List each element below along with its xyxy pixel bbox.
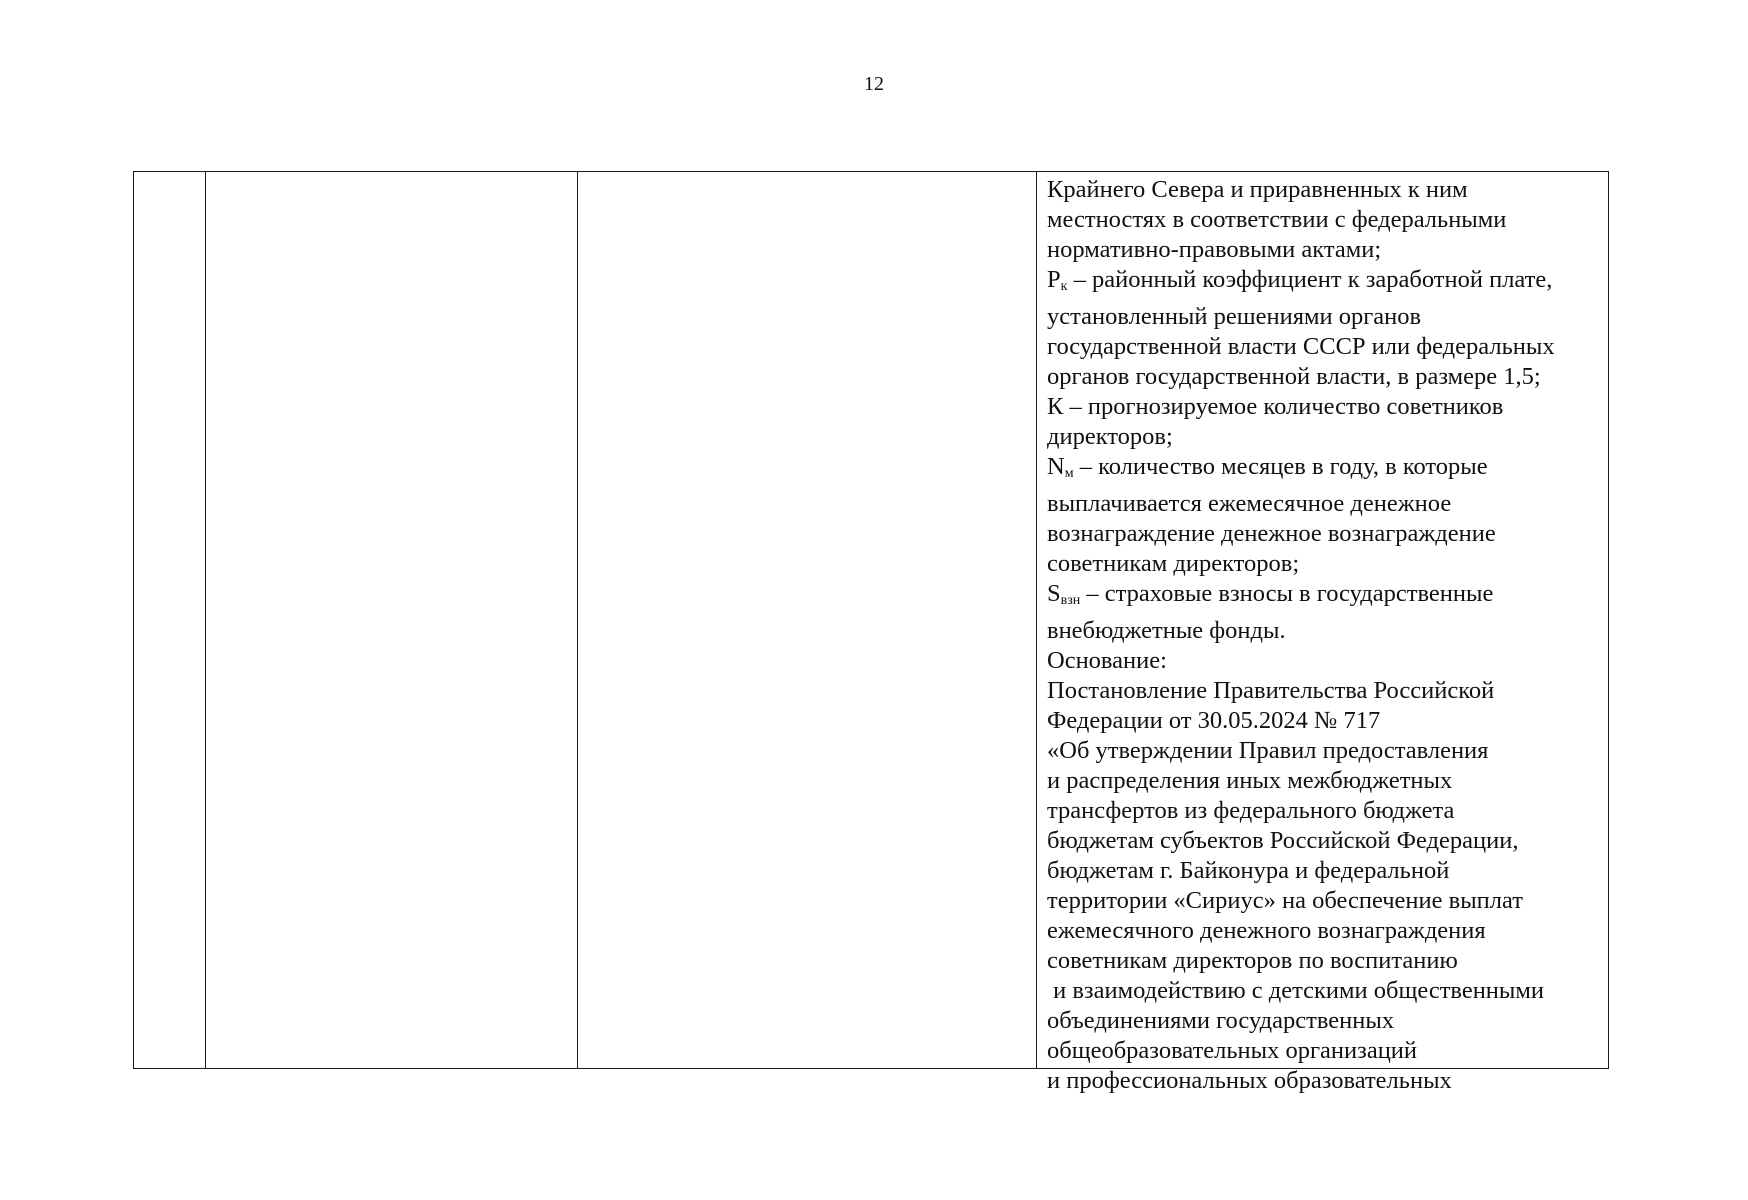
description-line (1047, 1066, 1602, 1096)
line-text: объединениями государственных (1047, 1007, 1395, 1034)
line-text: директоров; (1047, 423, 1173, 450)
line-text: местностях в соответствии с федеральными (1047, 206, 1507, 233)
description-line (1047, 302, 1602, 332)
description-line (1047, 579, 1602, 616)
line-text: «Об утверждении Правил предоставления (1047, 737, 1489, 764)
description-line (1047, 519, 1602, 549)
description-line (1047, 392, 1602, 422)
line-text: советникам директоров по воспитанию (1047, 947, 1458, 974)
description-line (1047, 265, 1602, 302)
description-line (1047, 332, 1602, 362)
description-line (1047, 946, 1602, 976)
description-line (1047, 646, 1602, 676)
description-line (1047, 1036, 1602, 1066)
description-line (1047, 856, 1602, 886)
line-text: – страховые взносы в государственные (1080, 580, 1494, 607)
description-line (1047, 1006, 1602, 1036)
description-line (1047, 452, 1602, 489)
line-text: К – прогнозируемое количество советников (1047, 393, 1504, 420)
variable-symbol: Р (1047, 266, 1061, 293)
description-line (1047, 886, 1602, 916)
line-text: и распределения иных межбюджетных (1047, 767, 1453, 794)
line-text: установленный решениями органов (1047, 303, 1422, 330)
line-text: нормативно-правовыми актами; (1047, 236, 1382, 263)
line-text: и взаимодействию с детскими общественными (1047, 977, 1544, 1004)
description-line (1047, 676, 1602, 706)
line-text: государственной власти СССР или федеральных (1047, 333, 1555, 360)
line-text: Основание: (1047, 647, 1167, 674)
line-text: общеобразовательных организаций (1047, 1037, 1418, 1064)
line-text: бюджетам г. Байконура и федеральной (1047, 857, 1450, 884)
description-line (1047, 422, 1602, 452)
line-text: Постановление Правительства Российской (1047, 677, 1495, 704)
line-text: и профессиональных образовательных (1047, 1067, 1452, 1094)
description-text (1037, 172, 1608, 1094)
table-cell-description (1037, 172, 1609, 1094)
description-line (1047, 362, 1602, 392)
line-text: советникам директоров; (1047, 550, 1300, 577)
description-line (1047, 549, 1602, 579)
line-text: Крайнего Севера и приравненных к ним (1047, 176, 1468, 203)
description-line (1047, 766, 1602, 796)
line-text: вознаграждение денежное вознаграждение (1047, 520, 1496, 547)
description-line (1047, 706, 1602, 736)
line-text: органов государственной власти, в размере 1,5; (1047, 363, 1541, 390)
variable-symbol: N (1047, 453, 1065, 480)
line-text: – районный коэффициент к заработной плате, (1067, 266, 1553, 293)
line-text: территории «Сириус» на обеспечение выплат (1047, 887, 1523, 914)
table-row (134, 172, 1609, 1069)
description-line (1047, 916, 1602, 946)
table-cell-value (578, 172, 1037, 1069)
page-number: 12 (864, 73, 884, 95)
line-text: внебюджетные фонды. (1047, 617, 1286, 644)
description-line (1047, 826, 1602, 856)
variable-symbol: S (1047, 580, 1061, 607)
description-line (1047, 796, 1602, 826)
description-line (1047, 736, 1602, 766)
description-line (1047, 205, 1602, 235)
line-text: трансфертов из федерального бюджета (1047, 797, 1455, 824)
variable-subscript: м (1064, 466, 1074, 481)
line-text: бюджетам субъектов Российской Федерации, (1047, 827, 1519, 854)
line-text: Федерации от 30.05.2024 № 717 (1047, 707, 1381, 734)
line-text: ежемесячного денежного вознаграждения (1047, 917, 1486, 944)
table-cell-name (206, 172, 578, 1069)
description-line (1047, 976, 1602, 1006)
description-line (1047, 616, 1602, 646)
description-line (1047, 235, 1602, 265)
line-text: – количество месяцев в году, в которые (1073, 453, 1488, 480)
description-line (1047, 489, 1602, 519)
variable-subscript: к (1060, 279, 1068, 294)
table-cell-number (134, 172, 206, 1069)
line-text: выплачивается ежемесячное денежное (1047, 490, 1452, 517)
description-line (1047, 175, 1602, 205)
document-table (133, 171, 1609, 1094)
variable-subscript: взн (1060, 593, 1081, 608)
